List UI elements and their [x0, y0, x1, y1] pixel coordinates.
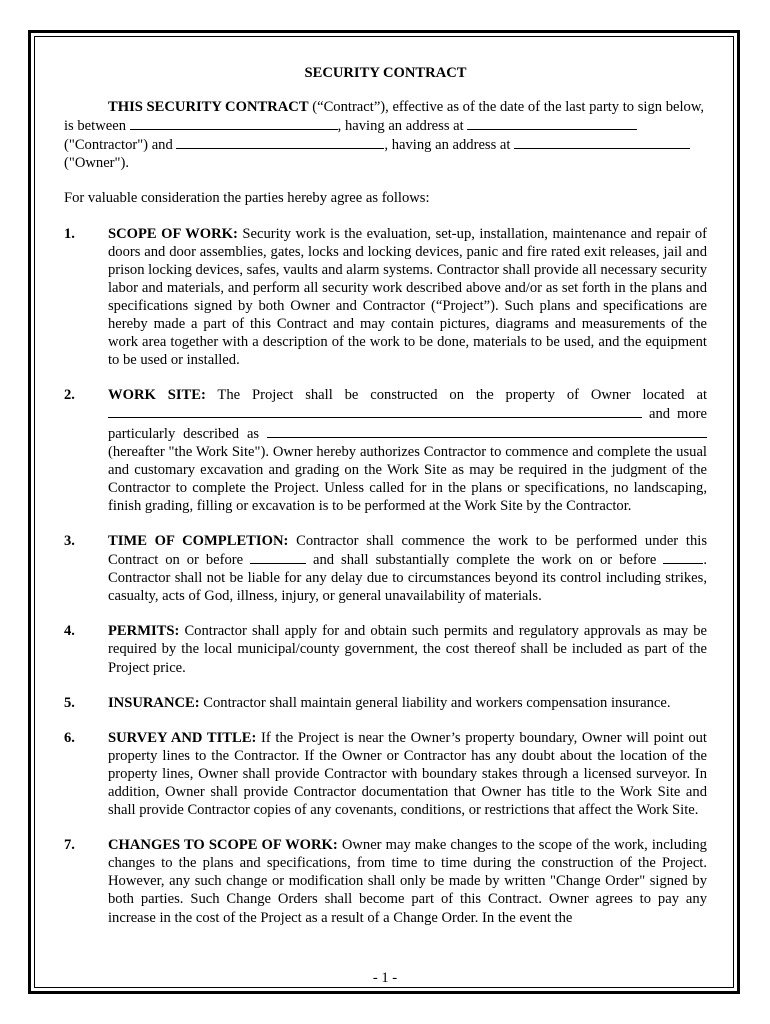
start-date-blank[interactable]: [250, 550, 306, 564]
owner-address-blank[interactable]: [514, 135, 690, 149]
section-time-of-completion: [64, 532, 707, 605]
section-heading: SURVEY AND TITLE:: [108, 729, 257, 746]
intro-bold: THIS SECURITY CONTRACT: [108, 99, 309, 116]
section-text-c: (hereafter "the Work Site"). Owner hereby authorizes Contractor to commence and complete the usual and customary excavation and grading on the Work Site as may be required in the judgment of the Contractor to complete the Project. Unless called for in the plans or specifications, no landscaping, finish grading, filling or excavation is to be performed at the Work Site by the Contractor.: [108, 443, 707, 514]
section-heading: SCOPE OF WORK:: [108, 225, 238, 242]
section-scope-of-work: [64, 225, 707, 370]
section-heading: CHANGES TO SCOPE OF WORK:: [108, 837, 338, 854]
intro-paragraph: [64, 98, 707, 172]
section-heading: TIME OF COMPLETION:: [108, 532, 289, 549]
contract-body: [64, 64, 707, 927]
section-text-b: and more particularly described as: [108, 406, 707, 442]
section-text: If the Project is near the Owner’s property boundary, Owner will point out property lines to the Contractor. If the Owner or Contractor has any doubt about the location of the property lines, Owner shall provide Contractor with boundary stakes through a licensed surveyor. In addition, Owner shall provide Contractor documentation that Owner has title to the Work Site and shall provide Contractor copies of any covenants, conditions, or restrictions that affect the Work Site.: [108, 729, 707, 819]
section-text: Contractor shall maintain general liability and workers compensation insurance.: [199, 694, 671, 711]
section-text: Contractor shall apply for and obtain such permits and regulatory approvals as may be required by the local municipal/county government, the cost thereof shall be included as part of the Project price.: [108, 623, 707, 676]
document-title: SECURITY CONTRACT: [304, 65, 467, 81]
section-heading: PERMITS:: [108, 623, 180, 640]
intro-text-1: (“Contract”), effective as of the date of the last party to sign below, is between: [64, 99, 705, 135]
intro-text-4: , having an address at: [384, 137, 515, 154]
section-number: 6.: [64, 729, 75, 746]
section-insurance: [64, 694, 707, 712]
section-number: 4.: [64, 623, 75, 640]
work-site-description-blank[interactable]: [267, 424, 707, 438]
owner-name-blank[interactable]: [176, 135, 384, 149]
section-number: 3.: [64, 532, 75, 549]
intro-text-5: ("Owner").: [64, 155, 129, 172]
section-number: 1.: [64, 225, 75, 242]
work-site-location-blank[interactable]: [108, 404, 642, 418]
section-text-a: Contractor shall commence the work to be performed under this Contract on or before: [108, 532, 707, 569]
section-text-a: The Project shall be constructed on the property of Owner located at: [205, 387, 707, 404]
completion-date-blank[interactable]: [663, 550, 703, 564]
section-work-site: [64, 386, 707, 515]
section-permits: [64, 622, 707, 676]
consideration-line: For valuable consideration the parties hereby agree as follows:: [64, 190, 430, 207]
section-changes-to-scope: [64, 836, 707, 926]
section-text-b: and shall substantially complete the work on or before: [306, 552, 664, 569]
section-number: 2.: [64, 387, 75, 404]
page-number: - 1 -: [372, 970, 398, 986]
intro-text-2: , having an address at: [337, 118, 468, 135]
section-text-c: . Contractor shall not be liable for any delay due to circumstances beyond its control including strikes, casualty, acts of God, illness, injury, or general unavailability of materials.: [108, 552, 707, 605]
intro-text-3: ("Contractor") and: [64, 137, 177, 154]
section-number: 5.: [64, 694, 75, 711]
section-number: 7.: [64, 837, 75, 854]
contractor-name-blank[interactable]: [130, 116, 338, 130]
section-text: Security work is the evaluation, set-up, installation, maintenance and repair of doors and door assemblies, gates, locks and locking devices, panic and fire rated exit releases, jail and prison locking devices, safes, vaults and alarm systems. Contractor shall provide all necessary security labor and materials, and perform all security work described above and/or as set forth in the plans and specifications signed by both Owner and Contractor (“Project”). Such plans and specifications are hereby made a part of this Contract and may contain pictures, diagrams and measurements of the work area together with a description of the work to be done, materials to be used, and the equipment to be used or installed.: [108, 225, 708, 369]
section-heading: INSURANCE:: [108, 694, 200, 711]
contractor-address-blank[interactable]: [467, 116, 637, 130]
section-survey-and-title: [64, 729, 707, 819]
section-heading: WORK SITE:: [108, 387, 206, 404]
section-text: Owner may make changes to the scope of the work, including changes to the plans and specifications, from time to time during the construction of the Project. However, any such change or modification shall only be made by written "Change Order" signed by both parties. Such Change Orders shall become part of this Contract. Owner agrees to pay any increase in the cost of the Project as a result of a Change Order. In the event the: [108, 837, 707, 926]
